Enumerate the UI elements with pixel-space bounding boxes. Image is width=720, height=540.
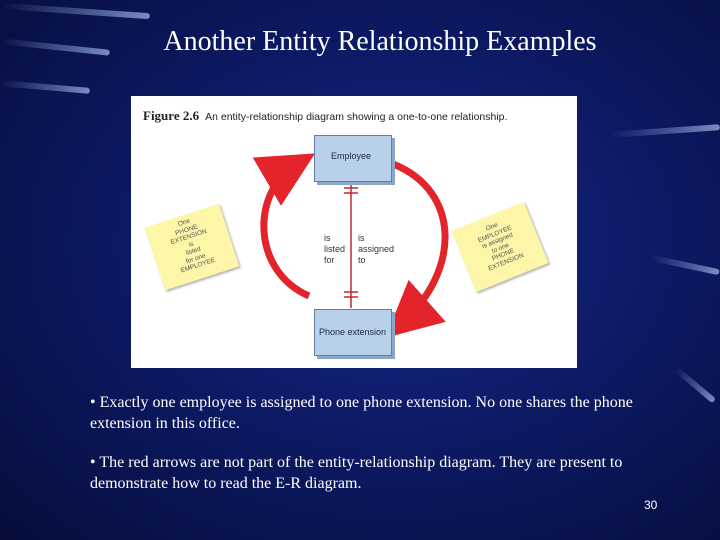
background-streak xyxy=(0,3,150,19)
sticky-note-right-text: One EMPLOYEE is assigned to one PHONE EXTENSION xyxy=(476,221,525,273)
background-streak xyxy=(674,367,716,404)
right-red-arrow xyxy=(393,164,445,324)
background-streak xyxy=(610,124,720,138)
bullet-2: • The red arrows are not part of the entity-relationship diagram. They are present to demonstrate how to read the E-R diagram. xyxy=(90,454,623,492)
page-number: 30 xyxy=(644,498,658,512)
relationship-label-left: is listed for xyxy=(324,233,346,265)
background-streak xyxy=(0,80,90,94)
left-red-arrow xyxy=(264,164,309,296)
entity-employee-label: Employee xyxy=(331,151,372,161)
relationship-label-right: is assigned to xyxy=(358,233,395,265)
sticky-note-left-text: One PHONE EXTENSION is listed for one EMPLOYEE xyxy=(169,217,217,275)
entity-employee xyxy=(314,135,392,182)
background-streak xyxy=(650,255,720,275)
figure-caption-text: An entity-relationship diagram showing a one-to-one relationship. xyxy=(205,111,508,123)
bullet-1: • Exactly one employee is assigned to one phone extension. No one shares the phone extension in this office. xyxy=(90,394,633,432)
er-diagram-figure xyxy=(131,96,577,368)
slide-title: Another Entity Relationship Examples xyxy=(163,26,597,57)
entity-phone-extension xyxy=(314,309,392,356)
figure-label: Figure 2.6 xyxy=(143,108,200,123)
entity-phone-extension-label: Phone extension xyxy=(319,327,387,337)
